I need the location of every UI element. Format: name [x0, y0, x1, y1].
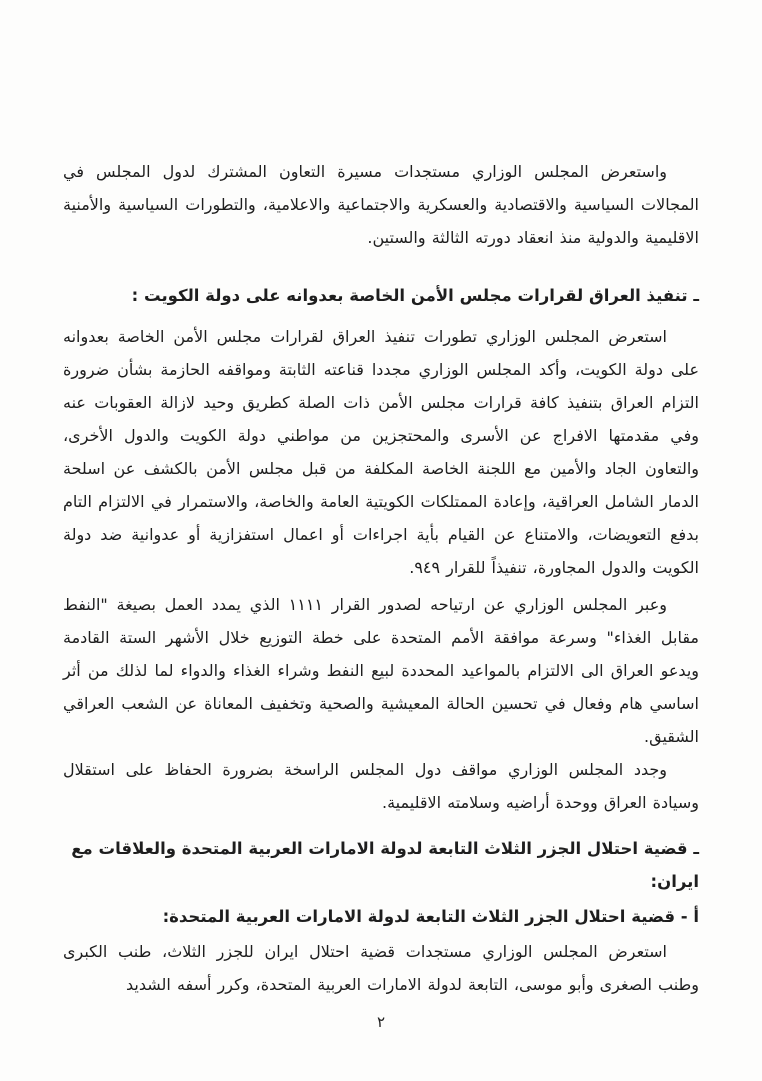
paragraph-iraq-compliance: استعرض المجلس الوزاري تطورات تنفيذ العراق لقرارات مجلس الأمن الخاصة بعدوانه على دولة الكويت، وأكد المجلس الوزاري مجددا قناعته الثابتة ومواقفه الحازمة بشأن ضرورة التزام العراق بتنفيذ كافة قرارات مجلس الأمن ذات الصلة كطريق وحيد لازالة العقوبات عنه وفي مقدمتها الافراج عن الأسرى والمحتجزين من مواطني دولة الكويت والدول الأخرى، والتعاون الجاد والأمين مع اللجنة الخاصة المكلفة من قبل مجلس الأمن بالكشف عن اسلحة الدمار الشامل العراقية، وإعادة الممتلكات الكويتية العامة والخاصة، والاستمرار في الالتزام التام بدفع التعويضات، والامتناع عن القيام بأية اجراءات أو اعمال استفزازية أو عدوانية ضد دولة الكويت والدول المجاورة، تنفيذاً للقرار ٩٤٩.	[63, 327, 699, 577]
paragraph-oil-for-food: وعبر المجلس الوزاري عن ارتياحه لصدور القرار ١١١١ الذي يمدد العمل بصيغة "النفط مقابل الغذاء" وسرعة موافقة الأمم المتحدة على خطة التوزيع خلال الأشهر الستة القادمة ويدعو العراق الى الالتزام بالمواعيد المحددة لبيع النفط وشراء الغذاء والدواء لما لذلك من أثر اساسي هام وفعال في تحسين الحالة المعيشية والصحية وتخفيف المعاناة عن الشعب العراقي الشقيق.	[63, 595, 699, 746]
paragraph-gcc-cooperation-review: واستعرض المجلس الوزاري مستجدات مسيرة التعاون المشترك لدول المجلس في المجالات السياسية والاقتصادية والعسكرية والاجتماعية والاعلامية، والتطورات السياسية والأمنية الاقليمية والدولية منذ انعقاد دورته الثالثة والستين.	[63, 162, 699, 247]
paragraph-iran-islands-occupation: استعرض المجلس الوزاري مستجدات قضية احتلال ايران للجزر الثلاث، طنب الكبرى وطنب الصغرى وأبو موسى، التابعة لدولة الامارات العربية المتحدة، وكرر أسفه الشديد	[63, 942, 699, 994]
heading-iraq-un-resolutions: ـ تنفيذ العراق لقرارات مجلس الأمن الخاصة بعدوانه على دولة الكويت :	[131, 286, 699, 305]
paragraph-iraq-sovereignty: وجدد المجلس الوزاري مواقف دول المجلس الراسخة بضرورة الحفاظ على استقلال وسيادة العراق ووحدة أراضيه وسلامته الاقليمية.	[63, 760, 699, 812]
page-number: ٢	[376, 1013, 386, 1031]
heading-three-islands-iran-relations: ـ قضية احتلال الجزر الثلاث التابعة لدولة الامارات العربية المتحدة والعلاقات مع ايران:	[71, 839, 699, 891]
subheading-three-islands-uae: أ - قضية احتلال الجزر الثلاث التابعة لدولة الامارات العربية المتحدة:	[162, 907, 699, 926]
